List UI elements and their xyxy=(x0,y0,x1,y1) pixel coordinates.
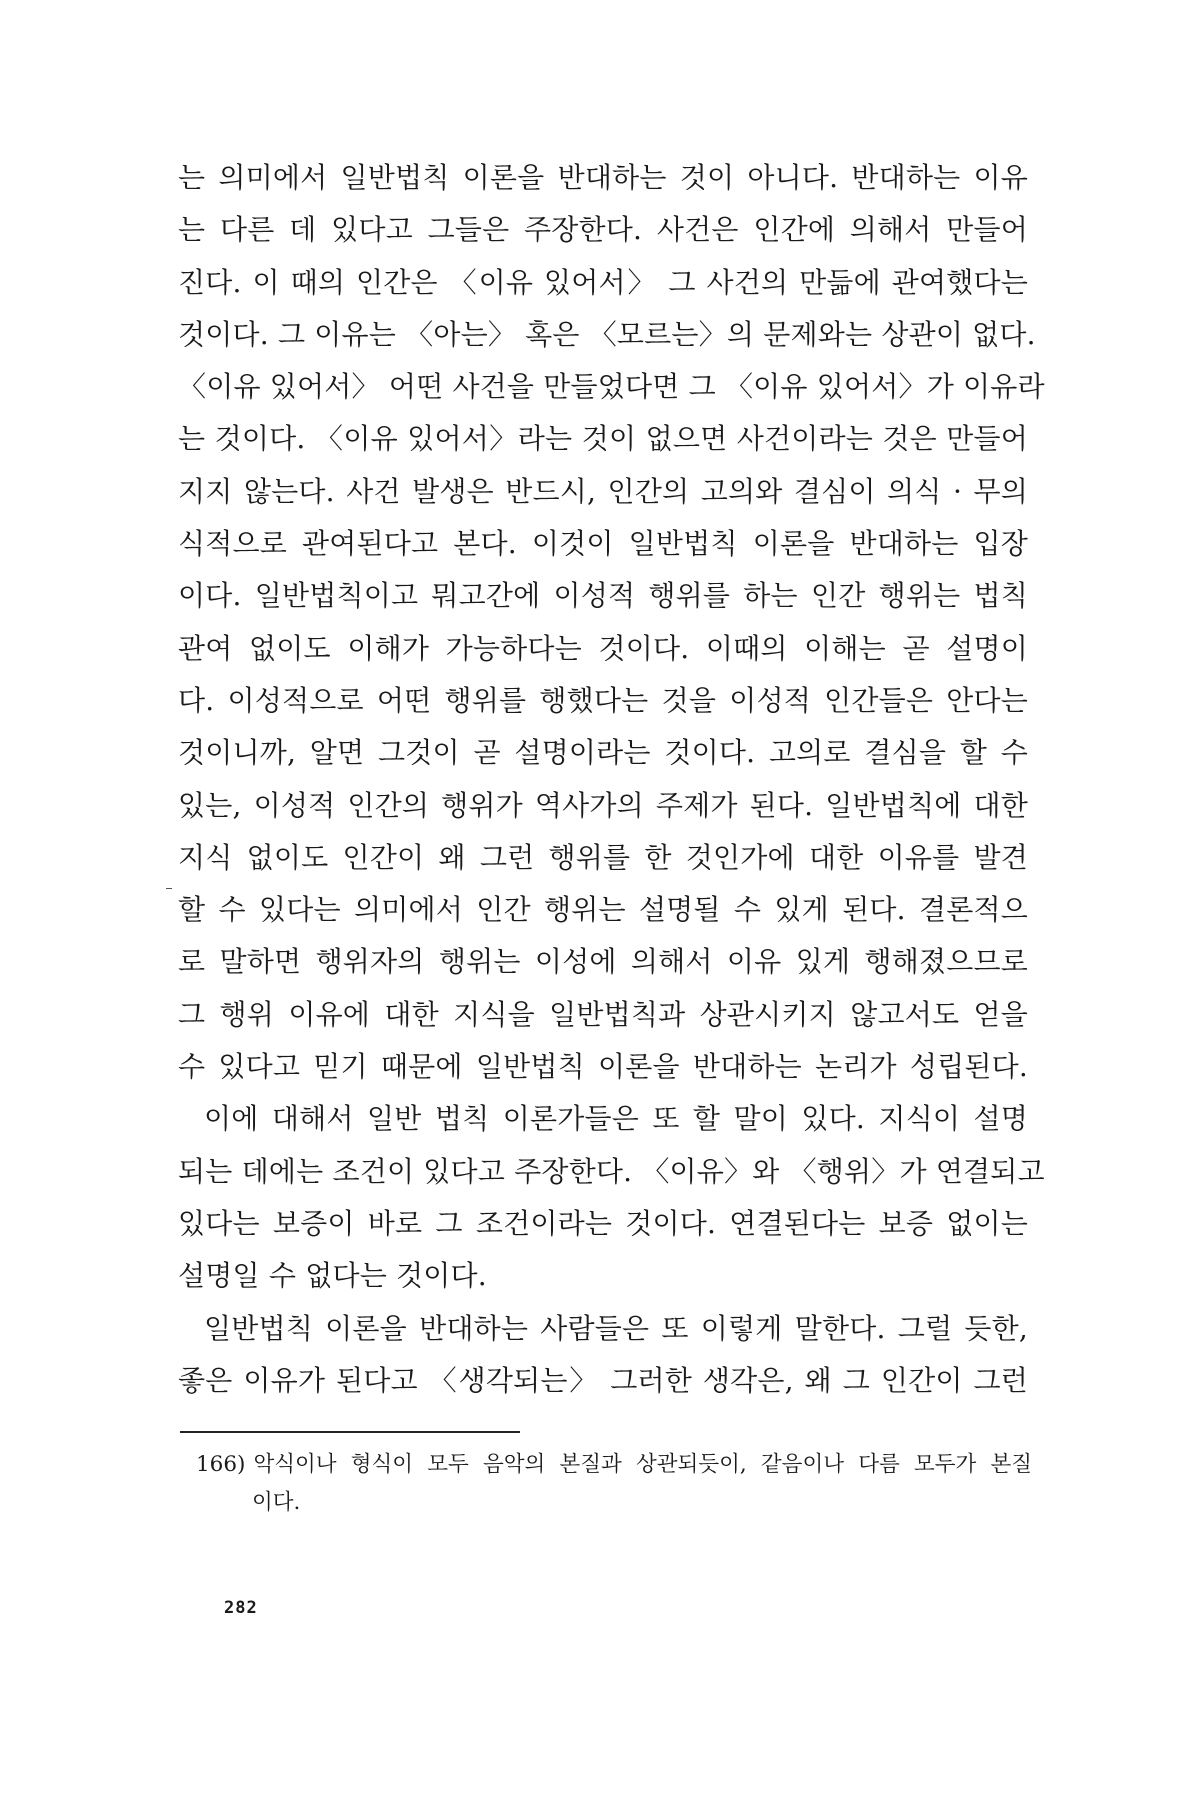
text-line: 지지 않는다. 사건 발생은 반드시, 인간의 고의와 결심이 의식 · 무의 xyxy=(178,474,1028,508)
text-line: 식적으로 관여된다고 본다. 이것이 일반법칙 이론을 반대하는 입장 xyxy=(178,527,1028,561)
text-line: 는 다른 데 있다고 그들은 주장한다. 사건은 인간에 의해서 만들어 xyxy=(178,213,1028,247)
margin-mark xyxy=(166,888,172,889)
text-line: 그 행위 이유에 대한 지식을 일반법칙과 상관시키지 않고서도 얻을 xyxy=(178,997,1028,1031)
footnote-number: 166) xyxy=(196,1452,246,1477)
paragraph-first-line: 이에 대해서 일반 법칙 이론가들은 또 할 말이 있다. 지식이 설명 xyxy=(204,1102,1028,1136)
paragraph-last-line: 설명일 수 없다는 것이다. xyxy=(178,1259,487,1293)
text-line: 것이다. 그 이유는 〈아는〉 혹은 〈모르는〉의 문제와는 상관이 없다. xyxy=(178,317,1036,351)
text-line: 수 있다고 믿기 때문에 일반법칙 이론을 반대하는 논리가 성립된다. xyxy=(178,1050,1028,1084)
text-line: 지식 없이도 인간이 왜 그런 행위를 한 것인가에 대한 이유를 발견 xyxy=(178,840,1028,874)
body-text xyxy=(178,152,1045,1407)
text-line: 이다. 일반법칙이고 뭐고간에 이성적 행위를 하는 인간 행위는 법칙 xyxy=(178,579,1028,613)
text-line: 있다는 보증이 바로 그 조건이라는 것이다. 연결된다는 보증 없이는 xyxy=(178,1206,1028,1240)
footnote xyxy=(196,1446,1032,1522)
footnote-continuation: 이다. xyxy=(252,1490,301,1515)
text-line: 진다. 이 때의 인간은 〈이유 있어서〉 그 사건의 만듦에 관여했다는 xyxy=(178,265,1028,299)
text-line: 되는 데에는 조건이 있다고 주장한다. 〈이유〉와 〈행위〉가 연결되고 xyxy=(178,1154,1045,1188)
page-number: 282 xyxy=(224,1598,258,1618)
text-line: 할 수 있다는 의미에서 인간 행위는 설명될 수 있게 된다. 결론적으 xyxy=(178,893,1028,927)
footnote-first-line xyxy=(196,1446,1032,1484)
text-line: 〈이유 있어서〉 어떤 사건을 만들었다면 그 〈이유 있어서〉가 이유라 xyxy=(178,370,1045,404)
paragraph-first-line: 일반법칙 이론을 반대하는 사람들은 또 이렇게 말한다. 그럴 듯한, xyxy=(204,1311,1028,1345)
footnote-divider xyxy=(180,1431,520,1433)
text-line: 것이니까, 알면 그것이 곧 설명이라는 것이다. 고의로 결심을 할 수 xyxy=(178,736,1028,770)
text-line: 는 의미에서 일반법칙 이론을 반대하는 것이 아니다. 반대하는 이유 xyxy=(178,161,1028,194)
text-line: 관여 없이도 이해가 가능하다는 것이다. 이때의 이해는 곧 설명이 xyxy=(178,631,1028,665)
text-line: 좋은 이유가 된다고 〈생각되는〉 그러한 생각은, 왜 그 인간이 그런 xyxy=(178,1363,1028,1397)
footnote-text: 악식이나 형식이 모두 음악의 본질과 상관되듯이, 같음이나 다름 모두가 본질 xyxy=(253,1452,1032,1477)
text-line: 있는, 이성적 인간의 행위가 역사가의 주제가 된다. 일반법칙에 대한 xyxy=(178,788,1028,822)
text-line: 는 것이다. 〈이유 있어서〉라는 것이 없으면 사건이라는 것은 만들어 xyxy=(178,422,1028,456)
text-line: 로 말하면 행위자의 행위는 이성에 의해서 이유 있게 행해졌으므로 xyxy=(178,945,1028,979)
text-line: 다. 이성적으로 어떤 행위를 행했다는 것을 이성적 인간들은 안다는 xyxy=(178,683,1028,717)
